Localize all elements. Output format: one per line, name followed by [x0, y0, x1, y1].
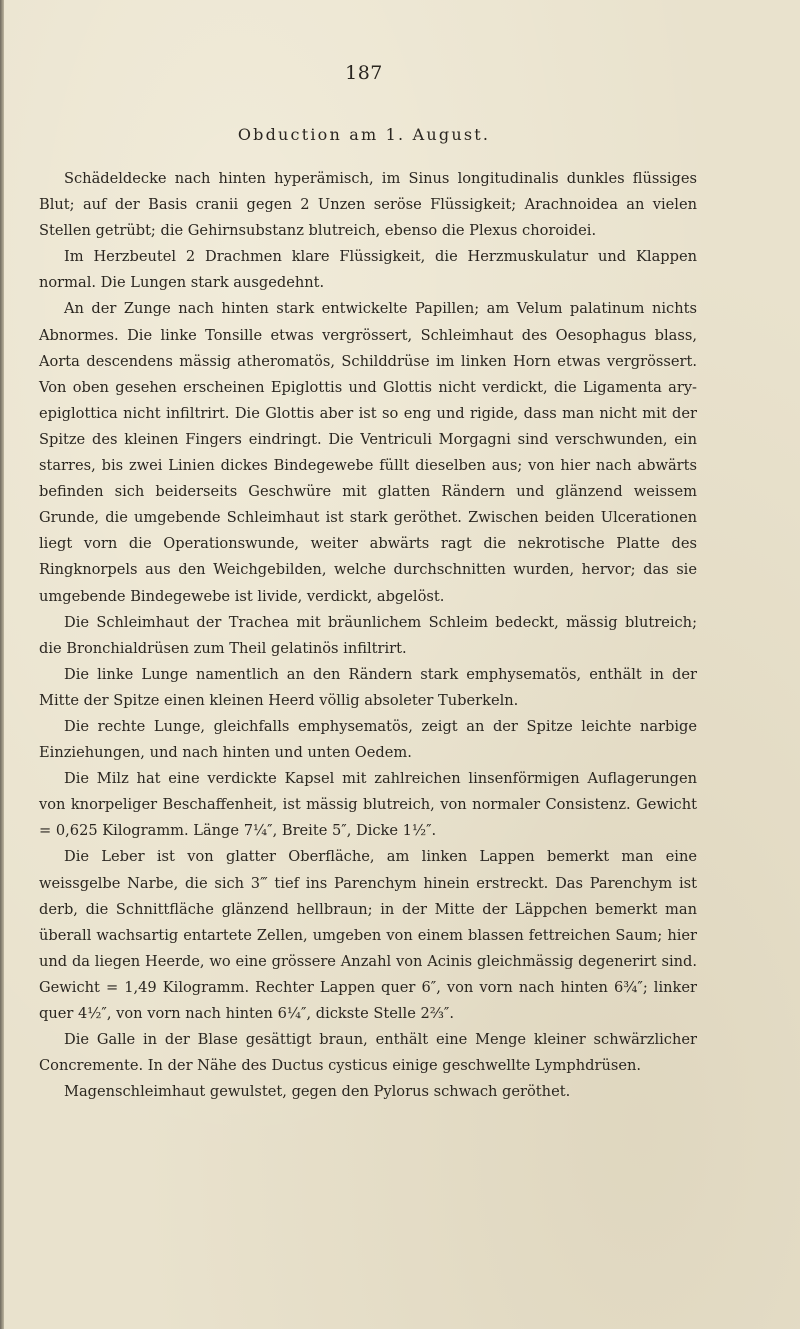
paragraph-liver: Die Leber ist von glatter Oberfläche, am linken Lappen bemerkt man eine weissgelbe Narbe, die sich 3‴ tief ins Parenchym hinein erstreckt. Das Parenchym ist derb, die Schnittfläche glänzend hellbraun; in der Mitte der Läppchen bemerkt man überall wachsartig entartete Zellen, umgeben von einem blassen fettreichen Saum; hier und da liegen Heerde, wo eine grössere Anzahl von Acinis gleichmässig degenerirt sind. Gewicht = 1,49 Kilogramm. Rechter Lappen quer 6″, von vorn nach hinten 6¾″; linker quer 4½″, von vorn nach hinten 6¼″, dickste Stelle 2⅔″. — [39, 848, 697, 1022]
paragraph-right-lung: Die rechte Lunge, gleichfalls emphysematös, zeigt an der Spitze leichte narbige Einziehungen, und nach hinten und unten Oedem. — [39, 717, 697, 762]
paragraph-skull: Schädeldecke nach hinten hyperämisch, im Sinus longitudinalis dunkles flüssiges Blut; auf der Basis cranii gegen 2 Unzen seröse Flüssigkeit; Arachnoidea an vielen Stellen getrübt; die Gehirnsubstanz blutreich, ebenso die Plexus choroidei. — [39, 170, 697, 240]
section-heading: Obduction am 1. August. — [237, 125, 491, 144]
paragraph-left-lung: Die linke Lunge namentlich an den Rändern stark emphysematös, enthält in der Mitte der Spitze einen kleinen Heerd völlig absoleter Tuberkeln. — [39, 665, 697, 709]
paragraph-throat: An der Zunge nach hinten stark entwickelte Papillen; am Velum palatinum nichts Abnormes. Die linke Tonsille etwas vergrössert, Schleimhaut des Oesophagus blass, Aorta descendens mässig atheromatös, Schilddrüse im linken Horn etwas vergrössert. Von oben gesehen erscheinen Epiglottis und Glottis nicht verdickt, die Ligamenta ary-epiglottica nicht infiltrirt. Die Glottis aber ist so eng und rigide, dass man nicht mit der Spitze des kleinen Fingers eindringt. Die Ventriculi Morgagni sind verschwunden, ein starres, bis zwei Linien dickes Bindegewebe füllt dieselben aus; von hier nach abwärts befinden sich beiderseits Geschwüre mit glatten Rändern und glänzend weissem Grunde, die umgebende Schleimhaut ist stark geröthet. Zwischen beiden Ulcerationen liegt vorn die Operationswunde, weiter abwärts ragt die nekrotische Platte des Ringknorpels aus den Weichgebilden, welche durchschnitten wurden, hervor; das sie umgebende Bindegewebe ist livide, verdickt, abgelöst. — [39, 300, 697, 605]
paragraph-gallbladder: Die Galle in der Blase gesättigt braun, enthält eine Menge kleiner schwärzlicher Concremente. In der Nähe des Ductus cysticus einige geschwellte Lymphdrüsen. — [39, 1031, 697, 1075]
page-binding-edge — [0, 0, 4, 1329]
paragraph-trachea: Die Schleimhaut der Trachea mit bräunlichem Schleim bedeckt, mässig blutreich; die Bronchialdrüsen zum Theil gelatinös infiltrirt. — [39, 613, 697, 657]
body-text — [39, 166, 697, 1105]
paragraph-spleen: Die Milz hat eine verdickte Kapsel mit zahlreichen linsenförmigen Auflagerungen von knorpeliger Beschaffenheit, ist mässig blutreich, von normaler Consistenz. Gewicht = 0,625 Kilogramm. Länge 7¼″, Breite 5″, Dicke 1½″. — [39, 770, 697, 840]
page-number: 187 — [345, 62, 383, 84]
paragraph-stomach: Magenschleimhaut gewulstet, gegen den Pylorus schwach geröthet. — [64, 1083, 571, 1101]
paragraph-heart: Im Herzbeutel 2 Drachmen klare Flüssigkeit, die Herzmuskulatur und Klappen normal. Die Lungen stark ausgedehnt. — [39, 248, 697, 292]
